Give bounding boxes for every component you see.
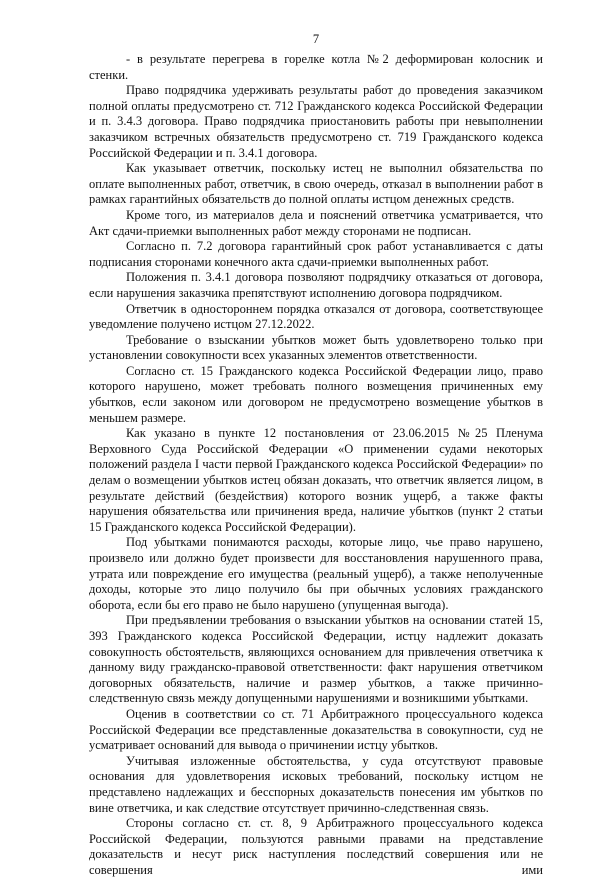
paragraph-7: Ответчик в одностороннем порядка отказался от договора, соответствующее уведомление получено истцом 27.12.2022. xyxy=(89,301,543,332)
paragraph-10: Как указано в пункте 12 постановления от 23.06.2015 №25 Пленума Верховного Суда Российской Федерации «О применении судами некоторых положений раздела I части первой Гражданского кодекса Российской Федерации» по делам о возмещении убытков истец обязан доказать, что ответчик является лицом, в результате действий (бездействия) которого возник ущерб, а также факты нарушения обязательства или причинения вреда, наличие убытков (пункт 2 статьи 15 Гражданского кодекса Российской Федерации). xyxy=(89,426,543,534)
paragraph-9: Согласно ст. 15 Гражданского кодекса Российской Федерации лицо, право которого нарушено, может требовать полного возмещения причиненных ему убытков, если законом или договором не предусмотрено возмещение убытков в меньшем размере. xyxy=(89,363,543,425)
paragraph-14: Учитывая изложенные обстоятельства, у суда отсутствуют правовые основания для удовлетворения исковых требований, поскольку истцом не представлено надлежащих и бесспорных доказательств понесения им убытков по вине ответчика, и как следствие отсутствует причинно-следственная связь. xyxy=(89,753,543,815)
paragraph-8: Требование о взыскании убытков может быть удовлетворено только при установлении совокупности всех указанных элементов ответственности. xyxy=(89,332,543,363)
paragraph-1: - в результате перегрева в горелке котла №2 деформирован колосник и стенки. xyxy=(89,52,543,82)
document-body xyxy=(89,52,543,878)
paragraph-11: Под убытками понимаются расходы, которые лицо, чье право нарушено, произвело или должно будет произвести для восстановления нарушенного права, утрата или повреждение его имущества (реальный ущерб), а также неполученные доходы, которые это лицо получило бы при обычных условиях гражданского оборота, если бы его право не было нарушено (упущенная выгода). xyxy=(89,535,543,612)
page-number: 7 xyxy=(312,32,320,46)
document-page xyxy=(89,0,543,877)
paragraph-5: Согласно п. 7.2 договора гарантийный срок работ устанавливается с даты подписания сторонами конечного акта сдачи-приемки выполненных работ. xyxy=(89,239,543,269)
paragraph-13: Оценив в соответствии со ст. 71 Арбитражного процессуального кодекса Российской Федерации все представленные доказательства в совокупности, суд не усматривает оснований для вывода о причинении истцу убытков. xyxy=(89,706,543,753)
paragraph-4: Кроме того, из материалов дела и пояснений ответчика усматривается, что Акт сдачи-приемки выполненных работ между сторонами не подписан. xyxy=(89,207,543,238)
paragraph-2: Право подрядчика удерживать результаты работ до проведения заказчиком полной оплаты предусмотрено ст. 712 Гражданского кодекса Российской Федерации и п. 3.4.3 договора. Право подрядчика приостановить работы при невыполнении заказчиком встречных обязательств предусмотрено ст. 719 Гражданского кодекса Российской Федерации и п. 3.4.1 договора. xyxy=(89,83,543,160)
paragraph-15: Стороны согласно ст. ст. 8, 9 Арбитражного процессуального кодекса Российской Федерации, пользуются равными правами на представление доказательств и несут риск наступления последствий совершения или не совершения ими xyxy=(89,816,543,877)
paragraph-6: Положения п. 3.4.1 договора позволяют подрядчику отказаться от договора, если нарушения заказчика препятствуют исполнению договора подрядчиком. xyxy=(89,270,543,300)
paragraph-12: При предъявлении требования о взыскании убытков на основании статей 15, 393 Гражданского кодекса Российской Федерации, истцу надлежит доказать совокупность обстоятельств, являющихся основанием для привлечения ответчика к данному виду гражданско-правовой ответственности: факт нарушения ответчиком договорных обязательств, наличие и размер убытков, а также причинно-следственную связь между допущенными нарушениями и возникшими убытками. xyxy=(89,613,543,706)
paragraph-3: Как указывает ответчик, поскольку истец не выполнил обязательства по оплате выполненных работ, ответчик, в свою очередь, отказал в выполнении работ в рамках гарантийных обязательств до полной оплаты истцом денежных средств. xyxy=(89,161,543,207)
